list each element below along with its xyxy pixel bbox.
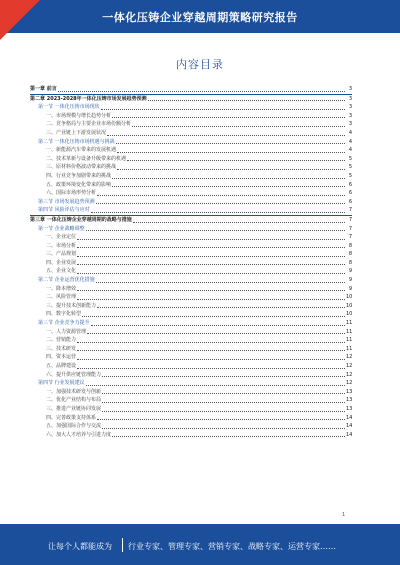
toc-entry[interactable] [30, 242, 352, 251]
toc-entry[interactable] [30, 379, 352, 388]
toc-entry-label: 三、技术研发 [46, 345, 77, 352]
toc-entry-page: 14 [346, 414, 353, 421]
toc-entry-label: 一、市场规模与增长趋势分析 [46, 112, 112, 119]
toc-entry-label: 第一节 企业战略调整 [38, 225, 85, 232]
report-title: 一体化压铸企业穿越周期策略研究报告 [102, 11, 298, 24]
toc-leader-dots [127, 160, 345, 161]
toc-leader-dots [97, 307, 345, 308]
toc-entry-label: 三、推进产业链协同发展 [46, 405, 102, 412]
toc-entry[interactable] [30, 103, 352, 112]
toc-entry[interactable] [30, 414, 352, 423]
toc-entry-page: 10 [346, 294, 353, 301]
toc-entry-label: 第二节 企业运营优化措施 [38, 277, 95, 284]
toc-title: 内容目录 [176, 58, 224, 71]
toc-leader-dots [112, 117, 345, 118]
toc-entry-label: 二、风险管理 [46, 294, 77, 301]
toc-entry-page: 3 [348, 121, 352, 128]
toc-entry-label: 一、加强技术研发与创新 [46, 388, 102, 395]
toc-entry-label: 二、技术革新与设备升级带来的机遇 [46, 155, 127, 162]
toc-leader-dots [102, 402, 345, 403]
toc-entry-page: 12 [346, 380, 353, 387]
toc-entry[interactable] [30, 172, 352, 181]
toc-entry-label: 第二章 2023-2028年一体化压铸市场发展趋势预测 [30, 95, 147, 102]
toc-leader-dots [132, 126, 345, 127]
toc-leader-dots [96, 282, 345, 283]
toc-leader-dots [97, 419, 345, 420]
toc-entry-label: 四、资本运营 [46, 354, 77, 361]
toc-leader-dots [102, 376, 345, 377]
toc-entry-label: 第一章 前言 [30, 86, 57, 92]
toc-entry[interactable] [30, 259, 352, 268]
toc-entry[interactable] [30, 405, 352, 414]
toc-entry[interactable] [30, 319, 352, 328]
toc-leader-dots [77, 264, 345, 265]
toc-entry[interactable] [30, 362, 352, 371]
toc-entry[interactable] [30, 431, 352, 440]
toc-leader-dots [77, 247, 345, 248]
toc-entry[interactable] [30, 120, 352, 129]
toc-entry-page: 8 [348, 251, 352, 258]
toc-entry[interactable] [30, 310, 352, 319]
toc-entry-page: 7 [348, 216, 352, 223]
toc-entry-page: 14 [346, 431, 353, 438]
toc-entry-label: 第一节 一体化压铸市场现状 [38, 104, 100, 111]
toc-entry-label: 三、提升技术创新能力 [46, 302, 97, 309]
toc-entry[interactable] [30, 276, 352, 285]
toc-entry[interactable] [30, 345, 352, 354]
toc-leader-dots [58, 91, 345, 92]
toc-leader-dots [82, 316, 345, 317]
toc-entry-label: 六、提升供应链管理能力 [46, 371, 102, 378]
toc-entry[interactable] [30, 94, 352, 104]
toc-leader-dots [87, 333, 345, 334]
toc-leader-dots [77, 290, 345, 291]
toc-entry-page: 11 [346, 337, 353, 344]
toc-entry-page: 7 [348, 207, 352, 214]
toc-entry[interactable] [30, 181, 352, 190]
table-of-contents [30, 85, 352, 439]
toc-entry[interactable] [30, 225, 352, 234]
toc-entry[interactable] [30, 396, 352, 405]
toc-entry[interactable] [30, 267, 352, 276]
top-left-red-triangle [0, 0, 40, 40]
toc-entry-page: 8 [348, 242, 352, 249]
toc-entry-page: 12 [346, 371, 353, 378]
toc-entry-page: 13 [346, 397, 353, 404]
footer-slogan: 让每个人都能成为 [48, 542, 112, 551]
toc-entry-page: 11 [346, 328, 353, 335]
toc-entry-page: 10 [346, 311, 353, 318]
toc-entry-page: 3 [348, 86, 352, 92]
toc-entry-label: 第三章 一体化压铸企业穿越周期的战略与措施 [30, 216, 132, 223]
toc-entry[interactable] [30, 422, 352, 431]
toc-entry-page: 9 [348, 268, 352, 275]
toc-entry-label: 三、产业链上下游发展状况 [46, 129, 107, 136]
toc-leader-dots [112, 436, 345, 437]
toc-entry-page: 5 [348, 172, 352, 179]
toc-entry-label: 三、原材料价格波动带来的挑战 [46, 164, 117, 171]
toc-entry-page: 3 [348, 104, 352, 111]
toc-entry[interactable] [30, 328, 352, 337]
toc-entry-label: 六、国际市场形势分析 [46, 190, 97, 197]
toc-leader-dots [112, 178, 345, 179]
toc-entry-page: 10 [346, 302, 353, 309]
toc-entry[interactable] [30, 215, 352, 225]
toc-leader-dots [96, 203, 345, 204]
toc-entry-label: 五、企业文化 [46, 268, 77, 275]
toc-leader-dots [112, 186, 345, 187]
toc-entry-label: 二、市场分析 [46, 242, 77, 249]
toc-entry-page: 6 [348, 190, 352, 197]
toc-entry-label: 第四节 行业发展建议 [38, 380, 85, 387]
toc-entry-label: 四、数字化转型 [46, 311, 82, 318]
toc-entry-page: 11 [346, 320, 353, 327]
toc-entry-page: 12 [346, 354, 353, 361]
toc-entry[interactable] [30, 302, 352, 311]
toc-entry-page: 11 [346, 345, 353, 352]
toc-entry-page: 5 [348, 164, 352, 171]
toc-entry[interactable] [30, 189, 352, 198]
toc-entry-label: 五、政策环境变化带来的影响 [46, 181, 112, 188]
toc-leader-dots [77, 359, 345, 360]
toc-entry[interactable] [30, 138, 352, 147]
toc-entry[interactable] [30, 155, 352, 164]
toc-entry-label: 四、完善政策支持体系 [46, 414, 97, 421]
toc-entry[interactable] [30, 163, 352, 172]
toc-entry-label: 二、竞争格局与主要企业市场份额分析 [46, 121, 132, 128]
toc-entry-page: 7 [348, 234, 352, 241]
toc-entry-label: 第三节 企业竞争力提升 [38, 320, 90, 327]
toc-leader-dots [91, 325, 345, 326]
toc-leader-dots [133, 222, 345, 223]
toc-leader-dots [117, 169, 345, 170]
toc-entry-page: 13 [346, 388, 353, 395]
toc-entry[interactable] [30, 388, 352, 397]
toc-entry[interactable] [30, 285, 352, 294]
toc-leader-dots [77, 239, 345, 240]
toc-leader-dots [86, 230, 345, 231]
toc-entry-page: 4 [348, 129, 352, 136]
toc-leader-dots [77, 342, 345, 343]
toc-leader-dots [86, 385, 345, 386]
toc-leader-dots [102, 393, 345, 394]
toc-entry[interactable] [30, 336, 352, 345]
toc-entry[interactable] [30, 371, 352, 380]
toc-leader-dots [77, 256, 345, 257]
toc-entry[interactable] [30, 250, 352, 259]
toc-entry-label: 一、企业定位 [46, 234, 77, 241]
toc-entry-page: 6 [348, 181, 352, 188]
toc-entry-label: 第二节 一体化压铸市场机遇与挑战 [38, 138, 115, 145]
footer-divider [122, 538, 123, 552]
toc-entry[interactable] [30, 85, 352, 94]
toc-leader-dots [91, 212, 345, 213]
toc-leader-dots [101, 109, 345, 110]
toc-leader-dots [102, 411, 345, 412]
toc-entry-label: 一、降本增效 [46, 285, 77, 292]
toc-leader-dots [97, 195, 345, 196]
toc-entry[interactable] [30, 112, 352, 121]
footer-banner [0, 524, 400, 565]
toc-entry[interactable] [30, 293, 352, 302]
toc-entry-page: 6 [348, 198, 352, 205]
toc-leader-dots [77, 350, 345, 351]
toc-entry-label: 第四节 风险评估与应对 [38, 207, 90, 214]
toc-entry[interactable] [30, 198, 352, 207]
page-number: 1 [342, 512, 346, 518]
toc-leader-dots [77, 273, 345, 274]
toc-entry[interactable] [30, 233, 352, 242]
toc-entry-page: 3 [348, 112, 352, 119]
toc-entry-label: 第三节 市场发展趋势预测 [38, 198, 95, 205]
toc-entry-page: 13 [346, 405, 353, 412]
toc-entry-label: 一、人力资源管理 [46, 328, 87, 335]
toc-entry-label: 三、产品规划 [46, 251, 77, 258]
toc-leader-dots [117, 152, 345, 153]
toc-leader-dots [148, 100, 345, 101]
toc-entry[interactable] [30, 353, 352, 362]
toc-entry-label: 五、品牌建设 [46, 363, 77, 369]
toc-entry-label: 一、新能源汽车带来的发展机遇 [46, 147, 117, 154]
toc-entry[interactable] [30, 146, 352, 155]
toc-leader-dots [116, 143, 345, 144]
toc-leader-dots [107, 135, 345, 136]
toc-entry[interactable] [30, 129, 352, 138]
toc-leader-dots [102, 428, 345, 429]
toc-entry-page: 3 [348, 95, 352, 102]
toc-entry-page: 5 [348, 155, 352, 162]
toc-entry-page: 8 [348, 259, 352, 266]
toc-entry-label: 二、优化产业结构与布局 [46, 397, 102, 404]
toc-entry[interactable] [30, 206, 352, 215]
toc-entry-page: 9 [348, 277, 352, 284]
toc-entry-label: 四、行业竞争加剧带来的挑战 [46, 172, 112, 179]
toc-entry-page: 12 [346, 363, 353, 369]
toc-leader-dots [77, 368, 345, 369]
toc-leader-dots [77, 299, 345, 300]
toc-entry-label: 六、加大人才培养与引进力度 [46, 431, 112, 438]
toc-entry-label: 五、加强国际合作与交流 [46, 423, 102, 430]
toc-entry-page: 4 [348, 138, 352, 145]
toc-entry-page: 4 [348, 147, 352, 154]
toc-entry-page: 7 [348, 225, 352, 232]
toc-entry-label: 二、营销能力 [46, 337, 77, 344]
footer-tagline: 行业专家、管理专家、营销专家、战略专家、运营专家…… [128, 542, 336, 551]
toc-entry-page: 9 [348, 285, 352, 292]
toc-entry-label: 四、企业发展 [46, 259, 77, 266]
toc-entry-page: 14 [346, 423, 353, 430]
